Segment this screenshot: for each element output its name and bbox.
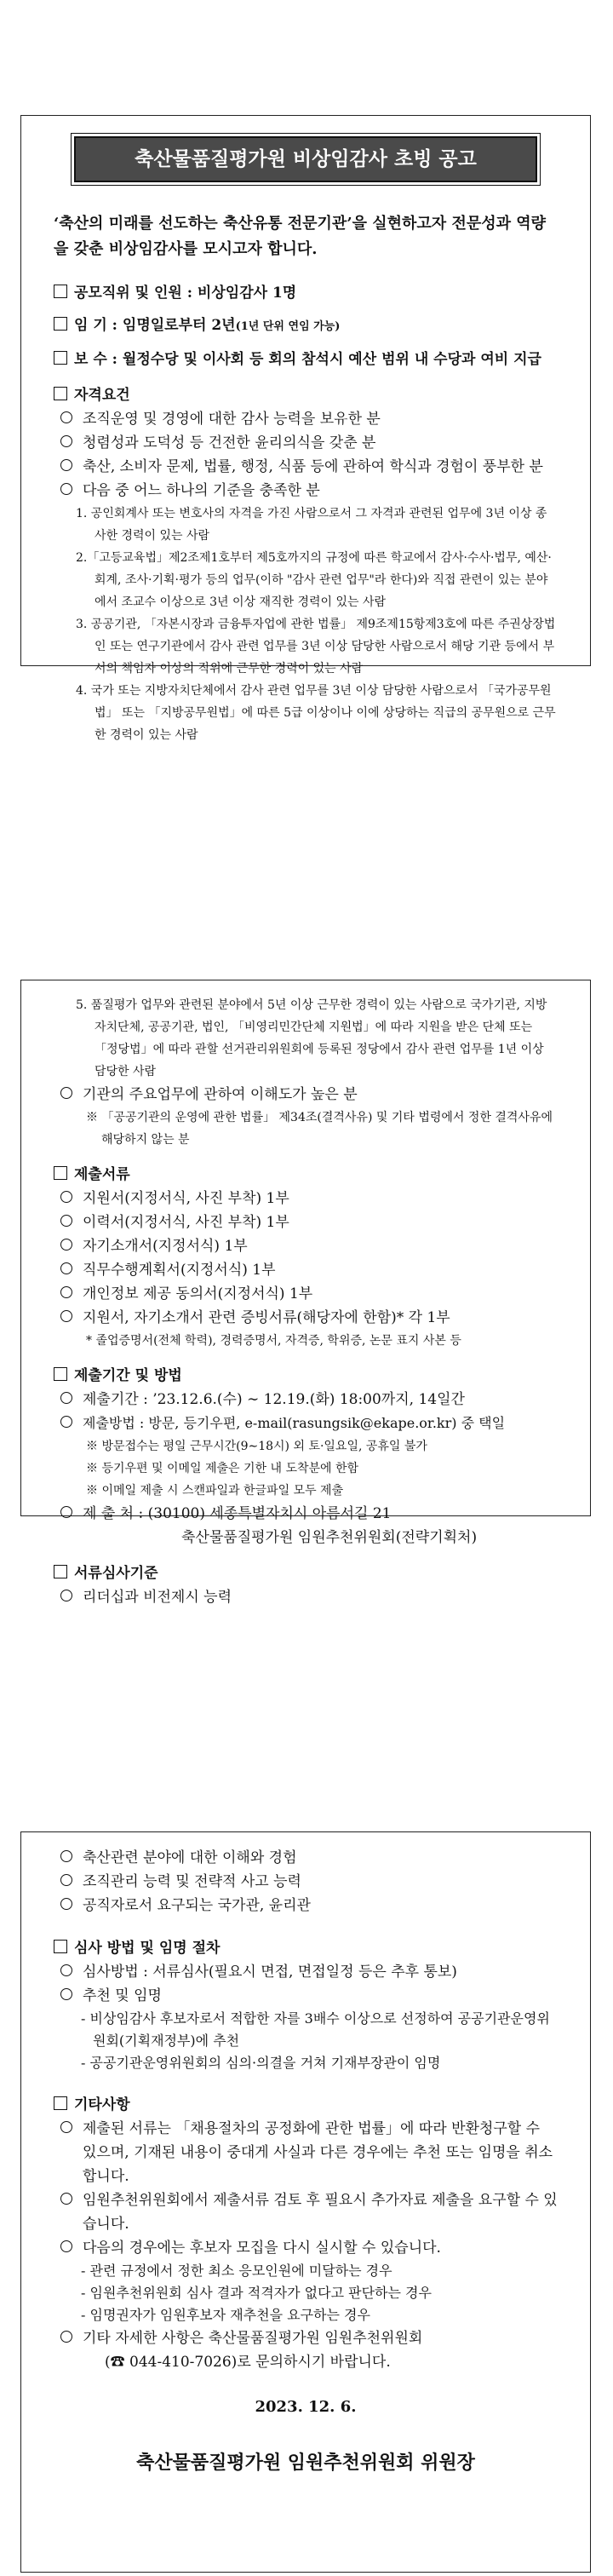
lead-text: ‘축산의 미래를 선도하는 축산유통 전문기관’을 실현하고자 전문성과 역량을 갖춘 비상임감사를 모시고자 합니다.: [54, 215, 547, 258]
address-line-2: 축산물품질평가원 임원추천위원회(전략기획처): [181, 1529, 478, 1546]
circle-bullet-icon: [60, 2331, 72, 2343]
review-item: 리더십과 비전제시 능력: [83, 1589, 232, 1606]
docs-heading: [54, 1163, 558, 1187]
period-deadline: 제출기간 : ’23.12.6.(수) ∼ 12.19.(화) 18:00까지, 14일간: [83, 1391, 465, 1408]
box-bullet-icon: [54, 317, 67, 331]
list-item: [54, 1388, 558, 1412]
list-item: [54, 479, 558, 503]
doc-item: 이력서(지정서식, 사진 부착) 1부: [83, 1214, 289, 1231]
term-label: 임 기: [74, 317, 107, 334]
list-item: [54, 407, 558, 431]
circle-bullet-icon: [60, 1506, 72, 1518]
box-bullet-icon: [54, 285, 67, 298]
period-note: ※ 이메일 제출 시 스캔파일과 한글파일 모두 제출: [86, 1484, 344, 1498]
list-item: [54, 2117, 558, 2188]
notice-title: 축산물품질평가원 비상임감사 초빙 공고: [74, 136, 537, 182]
qual-item: 다음 중 어느 하나의 기준을 충족한 분: [83, 482, 320, 499]
doc-item: 지원서, 자기소개서 관련 증빙서류(해당자에 한함)* 각 1부: [83, 1309, 450, 1326]
box-bullet-icon: [54, 1940, 67, 1953]
term-note: (1년 단위 연임 가능): [235, 320, 341, 333]
list-item: [54, 1870, 558, 1894]
etc-heading-text: 기타사항: [74, 2096, 130, 2113]
circle-bullet-icon: [60, 1239, 72, 1251]
doc-item: 자기소개서(지정서식) 1부: [83, 1238, 248, 1255]
list-item: [54, 2188, 558, 2236]
review-heading-text: 서류심사기준: [74, 1565, 158, 1582]
circle-bullet-icon: [60, 1215, 72, 1227]
process-heading: [54, 1936, 558, 1960]
circle-bullet-icon: [60, 1191, 72, 1203]
notice-date: 2023. 12. 6.: [255, 2398, 357, 2416]
page-2: [20, 980, 591, 1606]
qual-item: 조직운영 및 경영에 대한 감사 능력을 보유한 분: [83, 411, 381, 428]
list-item: [54, 1984, 558, 2008]
list-item: [54, 2326, 558, 2350]
circle-bullet-icon: [60, 2121, 72, 2133]
list-item: [54, 1585, 558, 1609]
etc-dash: - 임명권자가 임원후보자 재추천을 요구하는 경우: [81, 2307, 370, 2323]
criteria-item: 2.「고등교육법」제2조제1호부터 제5호까지의 규정에 따른 학교에서 감사·수사·법무, 예산·회계, 조사·기획·평가 등의 업무(이하 "감사 관련 업무"라 한다)와 직접 관련이 있는 분야에서 조교수 이상으로 3년 이상 재직한 경력이 있는 사람: [76, 551, 552, 609]
signature: 축산물품질평가원 임원추천위원회 위원장: [136, 2452, 475, 2474]
list-item: [54, 1187, 558, 1210]
criteria-item: 4. 국가 또는 지방자치단체에서 감사 관련 업무를 3년 이상 담당한 사람으로서 「국가공무원법」 또는 「지방공무원법」에 따른 5급 이상이나 이에 상당하는 직급의 공무원으로 근무한 경력이 있는 사람: [76, 684, 556, 742]
process-dash: - 비상임감사 후보자로서 적합한 자를 3배수 이상으로 선정하여 공공기관운영위원회(기획재정부)에 추천: [81, 2010, 550, 2049]
list-item: [54, 1282, 558, 1306]
criteria-item: 5. 품질평가 업무와 관련된 분야에서 5년 이상 근무한 경력이 있는 사람으로 국가기관, 지방자치단체, 공공기관, 법인, 「비영리민간단체 지원법」에 따라 지원을 받은 단체 또는 「정당법」에 따라 관할 선거관리위원회에 등록된 정당에서 감사 관련 업무를 1년 이상 담당한 사람: [76, 998, 547, 1078]
criteria-item: 1. 공인회계사 또는 변호사의 자격을 가진 사람으로서 그 자격과 관련된 업무에 3년 이상 종사한 경력이 있는 사람: [76, 507, 547, 543]
qual-item: 청렴성과 도덕성 등 건전한 윤리의식을 갖춘 분: [83, 434, 376, 451]
list-item: [54, 431, 558, 455]
box-bullet-icon: [54, 387, 67, 400]
circle-bullet-icon: [60, 1087, 72, 1099]
address-label: 제 출 처 :: [83, 1505, 144, 1522]
review-item: 공직자로서 요구되는 국가관, 윤리관: [83, 1897, 311, 1914]
etc-heading: [54, 2093, 558, 2117]
pay-label: 보 수: [74, 351, 107, 368]
review-heading: [54, 1561, 558, 1585]
etc-item: 기타 자세한 사항은 축산물품질평가원 임원추천위원회: [83, 2330, 423, 2347]
circle-bullet-icon: [60, 1898, 72, 1910]
doc-item: 지원서(지정서식, 사진 부착) 1부: [83, 1190, 289, 1207]
list-item: [54, 1258, 558, 1282]
box-bullet-icon: [54, 1565, 67, 1578]
list-item: [54, 1894, 558, 1918]
period-heading-text: 제출기간 및 방법: [74, 1367, 182, 1384]
circle-bullet-icon: [60, 411, 72, 423]
recruit-label: 공모직위 및 인원: [74, 285, 182, 302]
term-row: 임 기 : 임명일로부터 2년(1년 단위 연임 가능): [54, 313, 558, 339]
contact-line: (☎ 044-410-7026)로 문의하시기 바랍니다.: [105, 2354, 391, 2371]
recruit-value: 비상임감사 1명: [197, 285, 297, 302]
circle-bullet-icon: [60, 2193, 72, 2205]
circle-bullet-icon: [60, 1310, 72, 1322]
circle-bullet-icon: [60, 1416, 72, 1428]
doc-item: 직무수행계획서(지정서식) 1부: [83, 1262, 276, 1279]
box-bullet-icon: [54, 351, 67, 365]
circle-bullet-icon: [60, 459, 72, 471]
page-1: [20, 115, 591, 742]
etc-dash: - 관련 규정에서 정한 최소 응모인원에 미달하는 경우: [81, 2263, 392, 2279]
circle-bullet-icon: [60, 1874, 72, 1886]
period-note: ※ 방문접수는 평일 근무시간(9∼18시) 외 토·일요일, 공휴일 불가: [86, 1440, 427, 1453]
doc-item: 개인정보 제공 동의서(지정서식) 1부: [83, 1285, 313, 1302]
pay-value: 월정수당 및 이사회 등 회의 참석시 예산 범위 내 수당과 여비 지급: [122, 351, 541, 368]
etc-dash: - 임원추천위원회 심사 결과 적격자가 없다고 판단하는 경우: [81, 2285, 432, 2301]
circle-bullet-icon: [60, 483, 72, 495]
box-bullet-icon: [54, 1367, 67, 1381]
recruit-row: 공모직위 및 인원 : 비상임감사 1명: [54, 281, 558, 305]
list-item: [54, 1960, 558, 1984]
qual-heading: [54, 383, 558, 407]
circle-bullet-icon: [60, 2240, 72, 2252]
box-bullet-icon: [54, 2096, 67, 2110]
circle-bullet-icon: [60, 1262, 72, 1274]
box-bullet-icon: [54, 1166, 67, 1180]
criteria-item: 3. 공공기관, 「자본시장과 금융투자업에 관한 법률」 제9조제15항제3호에 따른 주권상장법인 또는 연구기관에서 감사 관련 업무를 3년 이상 담당한 사람으로서 해당 기관 등에서 부서의 책임자 이상의 직위에 근무한 경력이 있는 사람: [76, 618, 556, 676]
period-heading: [54, 1364, 558, 1388]
etc-item: 다음의 경우에는 후보자 모집을 다시 실시할 수 있습니다.: [83, 2240, 441, 2257]
term-value: 임명일로부터 2년: [122, 317, 236, 334]
qual-extra: 기관의 주요업무에 관하여 이해도가 높은 분: [83, 1086, 358, 1103]
list-item: [54, 1306, 558, 1330]
list-item: [54, 1846, 558, 1870]
circle-bullet-icon: [60, 1964, 72, 1976]
period-note: ※ 등기우편 및 이메일 제출은 기한 내 도착분에 한함: [86, 1462, 359, 1475]
docs-note: * 졸업증명서(전체 학력), 경력증명서, 자격증, 학위증, 논문 표지 사본 등: [86, 1334, 461, 1348]
etc-item: 임원추천위원회에서 제출서류 검토 후 필요시 추가자료 제출을 요구할 수 있습니다.: [83, 2192, 558, 2233]
circle-bullet-icon: [60, 1988, 72, 2000]
list-item: [54, 455, 558, 479]
list-item: [54, 1234, 558, 1258]
qual-item: 축산, 소비자 문제, 법률, 행정, 식품 등에 관하여 학식과 경험이 풍부한 분: [83, 458, 543, 475]
list-item: [54, 1412, 558, 1435]
list-item: [54, 1210, 558, 1234]
review-item: 축산관련 분야에 대한 이해와 경험: [83, 1849, 297, 1866]
list-item: [54, 2236, 558, 2260]
list-item: [54, 1083, 558, 1107]
process-appoint: 추천 및 임명: [83, 1987, 162, 2004]
circle-bullet-icon: [60, 1392, 72, 1404]
list-item: [54, 1502, 558, 1526]
review-item: 조직관리 능력 및 전략적 사고 능력: [83, 1873, 301, 1890]
process-heading-text: 심사 방법 및 임명 절차: [74, 1940, 221, 1957]
process-dash: - 공공기관운영위원회의 심의·의결을 거쳐 기재부장관이 임명: [81, 2055, 441, 2071]
exclusion-note: ※ 「공공기관의 운영에 관한 법률」 제34조(결격사유) 및 기타 법령에서 정한 결격사유에 해당하지 않는 분: [86, 1111, 553, 1147]
pay-row: 보 수 : 월정수당 및 이사회 등 회의 참석시 예산 범위 내 수당과 여비 지급: [54, 348, 558, 371]
circle-bullet-icon: [60, 1590, 72, 1601]
docs-heading-text: 제출서류: [74, 1166, 130, 1183]
qual-heading-text: 자격요건: [74, 387, 130, 404]
etc-item: 제출된 서류는 「채용절차의 공정화에 관한 법률」에 따라 반환청구할 수 있으며, 기재된 내용이 중대게 사실과 다른 경우에는 추천 또는 임명을 취소합니다.: [83, 2120, 553, 2185]
period-method: 제출방법 : 방문, 등기우편, e-mail(rasungsik@ekape.or.kr) 중 택일: [83, 1415, 506, 1431]
circle-bullet-icon: [60, 1286, 72, 1298]
address-text: (30100) 세종특별자치시 아름서길 21: [147, 1505, 392, 1522]
circle-bullet-icon: [60, 435, 72, 447]
page-3: [20, 1831, 591, 2573]
process-method: 심사방법 : 서류심사(필요시 면접, 면접일정 등은 추후 통보): [83, 1964, 457, 1981]
circle-bullet-icon: [60, 1850, 72, 1862]
